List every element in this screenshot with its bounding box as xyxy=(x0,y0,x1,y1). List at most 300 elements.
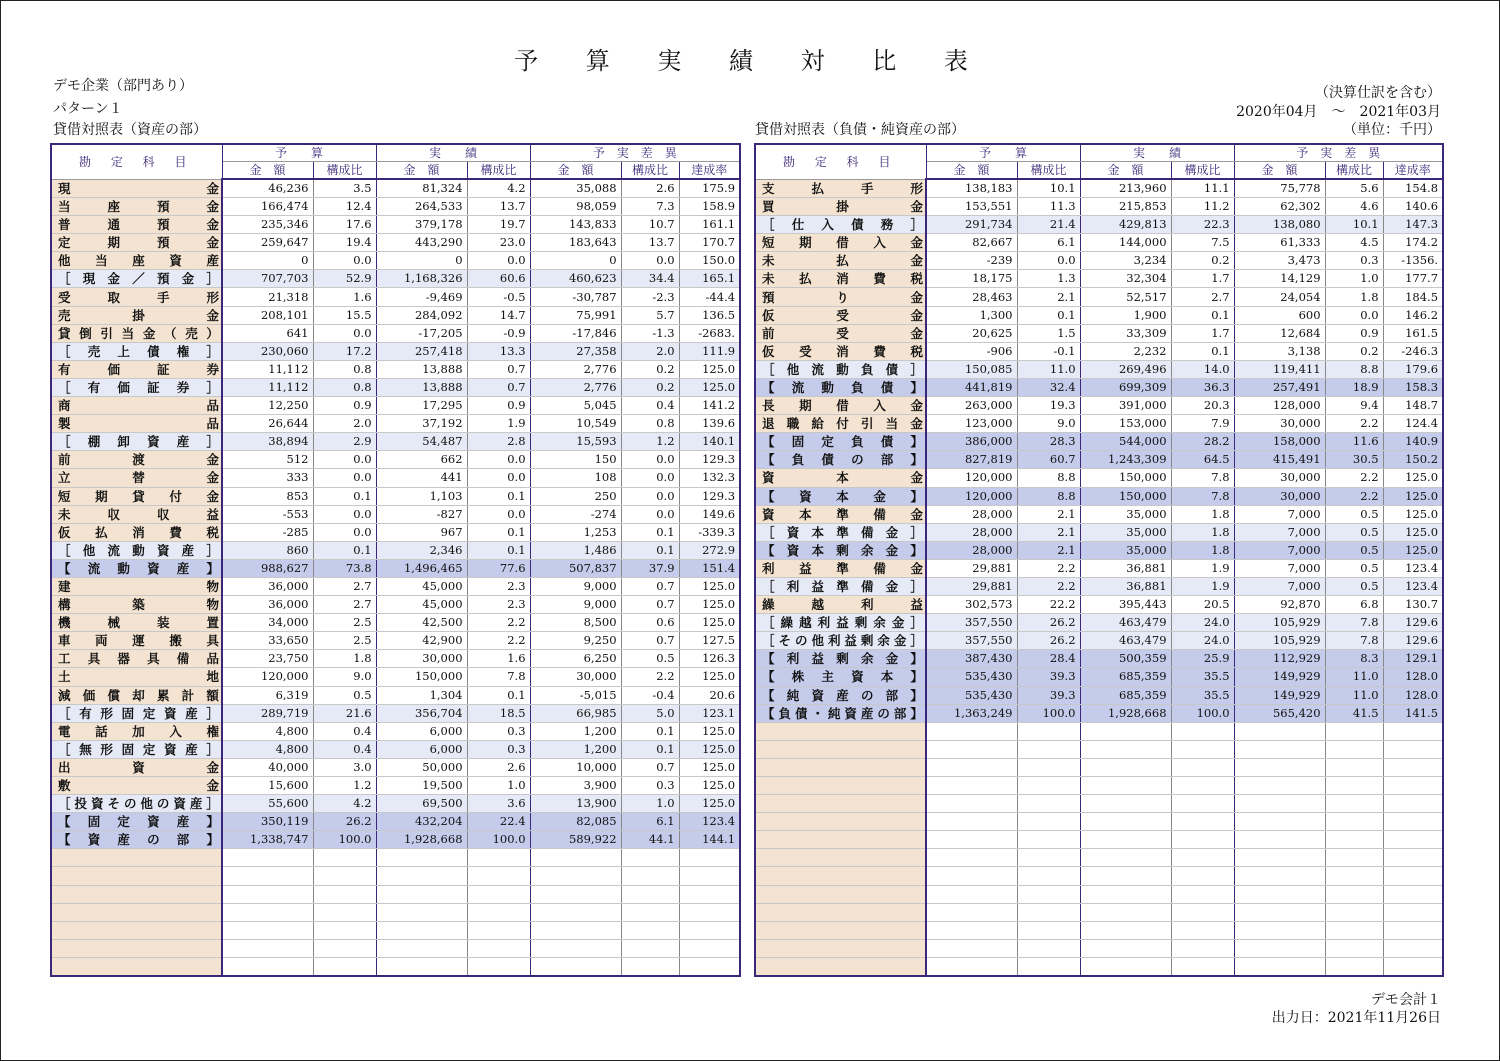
cell-dr: 0.7 xyxy=(621,632,679,650)
cell-ar: 0.7 xyxy=(467,378,530,396)
cell-b: 4,800 xyxy=(222,722,313,740)
cell-br: 0.0 xyxy=(313,523,376,541)
cell-d: 7,000 xyxy=(1234,559,1325,577)
cell-b: 333 xyxy=(222,469,313,487)
cell-ar: 7.5 xyxy=(1171,234,1234,252)
cell-ach: 125.0 xyxy=(679,596,740,614)
table-row xyxy=(51,179,740,198)
account-name xyxy=(51,921,222,939)
table-row xyxy=(755,397,1443,415)
account-name: ［ 仕 入 債 務 ］ xyxy=(755,216,926,234)
cell-d: 14,129 xyxy=(1234,270,1325,288)
cell-ar: 1.0 xyxy=(467,777,530,795)
table-row xyxy=(51,216,740,234)
cell-b: 853 xyxy=(222,487,313,505)
cell-ar: 60.6 xyxy=(467,270,530,288)
column-actual-ratio: 構成比 xyxy=(1171,162,1234,180)
cell-br: 0.5 xyxy=(313,686,376,704)
cell-ar: 0.3 xyxy=(467,740,530,758)
cell-dr: 9.4 xyxy=(1325,397,1383,415)
cell-a: 52,517 xyxy=(1080,288,1171,306)
cell-dr: 1.8 xyxy=(1325,288,1383,306)
column-budget: 予 算 xyxy=(222,144,376,162)
account-name: 商 品 xyxy=(51,397,222,415)
cell-ach xyxy=(1383,903,1443,921)
cell-d: 24,054 xyxy=(1234,288,1325,306)
cell-a: 1,304 xyxy=(376,686,467,704)
cell-dr: 0.0 xyxy=(621,469,679,487)
cell-d: 30,000 xyxy=(1234,469,1325,487)
cell-d xyxy=(530,903,621,921)
table-row xyxy=(755,650,1443,668)
cell-ach: 147.3 xyxy=(1383,216,1443,234)
cell-ach xyxy=(1383,813,1443,831)
cell-ach: 125.0 xyxy=(679,378,740,396)
account-name xyxy=(51,867,222,885)
cell-ar xyxy=(1171,831,1234,849)
cell-dr: 0.6 xyxy=(621,614,679,632)
table-row xyxy=(51,577,740,595)
cell-b xyxy=(926,795,1017,813)
cell-br: 3.0 xyxy=(313,758,376,776)
account-name: 工 具 器 具 備 品 xyxy=(51,650,222,668)
cell-ar: 64.5 xyxy=(1171,451,1234,469)
table-row xyxy=(755,306,1443,324)
cell-d: -5,015 xyxy=(530,686,621,704)
cell-ar xyxy=(1171,939,1234,957)
cell-d: 30,000 xyxy=(530,668,621,686)
cell-b: 138,183 xyxy=(926,179,1017,198)
cell-a: 1,103 xyxy=(376,487,467,505)
cell-dr: 0.1 xyxy=(621,523,679,541)
table-row xyxy=(755,198,1443,216)
cell-br: 28.3 xyxy=(1017,433,1080,451)
cell-br xyxy=(1017,867,1080,885)
cell-br: 22.2 xyxy=(1017,596,1080,614)
cell-a: 32,304 xyxy=(1080,270,1171,288)
cell-dr: 0.7 xyxy=(621,577,679,595)
cell-a: 662 xyxy=(376,451,467,469)
cell-ar xyxy=(1171,957,1234,975)
cell-d: 143,833 xyxy=(530,216,621,234)
account-name: 【 負 債 の 部 】 xyxy=(755,451,926,469)
cell-ach: 179.6 xyxy=(1383,360,1443,378)
cell-b xyxy=(926,740,1017,758)
cell-ar: 0.1 xyxy=(467,487,530,505)
table-row xyxy=(51,903,740,921)
cell-ar: 35.5 xyxy=(1171,686,1234,704)
cell-d: 600 xyxy=(1234,306,1325,324)
cell-d: 105,929 xyxy=(1234,632,1325,650)
cell-d: 30,000 xyxy=(1234,487,1325,505)
cell-dr: 18.9 xyxy=(1325,378,1383,396)
cell-d: 5,045 xyxy=(530,397,621,415)
period-range: 2020年04月 ～ 2021年03月 xyxy=(1236,104,1441,120)
cell-ar: 20.5 xyxy=(1171,596,1234,614)
cell-ar xyxy=(467,957,530,975)
account-name: 短 期 借 入 金 xyxy=(755,234,926,252)
cell-dr: 0.0 xyxy=(621,487,679,505)
cell-b: 1,338,747 xyxy=(222,831,313,849)
account-name: ［ 有 形 固 定 資 産 ］ xyxy=(51,704,222,722)
account-name: ［ 資 本 準 備 金 ］ xyxy=(755,523,926,541)
cell-ach xyxy=(679,939,740,957)
cell-a: 150,000 xyxy=(376,668,467,686)
cell-a: 1,168,326 xyxy=(376,270,467,288)
cell-b: 535,430 xyxy=(926,668,1017,686)
cell-d: 138,080 xyxy=(1234,216,1325,234)
account-name: 仮 受 消 費 税 xyxy=(755,342,926,360)
cell-dr: 0.5 xyxy=(1325,559,1383,577)
cell-ach: 141.5 xyxy=(1383,704,1443,722)
cell-dr: 11.0 xyxy=(1325,668,1383,686)
table-row xyxy=(755,740,1443,758)
cell-d: 13,900 xyxy=(530,795,621,813)
cell-ach: 128.0 xyxy=(1383,686,1443,704)
cell-br: 17.6 xyxy=(313,216,376,234)
cell-ach: 125.0 xyxy=(1383,523,1443,541)
cell-dr: 0.0 xyxy=(1325,306,1383,324)
account-name: 【 利 益 剰 余 金 】 xyxy=(755,650,926,668)
cell-a: 30,000 xyxy=(376,650,467,668)
cell-b: 11,112 xyxy=(222,378,313,396)
cell-a xyxy=(1080,813,1171,831)
cell-br xyxy=(1017,777,1080,795)
cell-br: 26.2 xyxy=(313,813,376,831)
cell-b xyxy=(926,758,1017,776)
cell-dr: 2.2 xyxy=(1325,469,1383,487)
cell-ar: 0.7 xyxy=(467,360,530,378)
cell-d: 92,870 xyxy=(1234,596,1325,614)
table-row xyxy=(755,686,1443,704)
cell-b: 120,000 xyxy=(926,487,1017,505)
cell-b xyxy=(926,849,1017,867)
cell-a: 213,960 xyxy=(1080,179,1171,198)
cell-dr: 13.7 xyxy=(621,234,679,252)
cell-b: 988,627 xyxy=(222,559,313,577)
cell-dr: 0.3 xyxy=(621,777,679,795)
cell-dr: 41.5 xyxy=(1325,704,1383,722)
cell-dr: 0.5 xyxy=(1325,523,1383,541)
cell-ach: 125.0 xyxy=(1383,505,1443,523)
cell-ach xyxy=(679,957,740,975)
account-name xyxy=(755,813,926,831)
cell-b: 11,112 xyxy=(222,360,313,378)
cell-br xyxy=(1017,849,1080,867)
cell-ar: 13.3 xyxy=(467,342,530,360)
cell-br: 8.8 xyxy=(1017,469,1080,487)
cell-br: 28.4 xyxy=(1017,650,1080,668)
cell-d: 150 xyxy=(530,451,621,469)
cell-ach: 123.4 xyxy=(679,813,740,831)
cell-br: 100.0 xyxy=(1017,704,1080,722)
cell-dr xyxy=(621,921,679,939)
cell-b xyxy=(926,903,1017,921)
table-row xyxy=(755,939,1443,957)
cell-dr: 0.2 xyxy=(621,378,679,396)
cell-ach: -44.4 xyxy=(679,288,740,306)
cell-dr: 7.8 xyxy=(1325,632,1383,650)
cell-d: 98,059 xyxy=(530,198,621,216)
cell-dr: 0.1 xyxy=(621,722,679,740)
cell-d xyxy=(1234,939,1325,957)
column-actual-amount: 金 額 xyxy=(376,162,467,180)
cell-ach xyxy=(1383,831,1443,849)
cell-br: 0.4 xyxy=(313,722,376,740)
cell-ar: 1.7 xyxy=(1171,324,1234,342)
table-row xyxy=(51,722,740,740)
account-name: 普 通 預 金 xyxy=(51,216,222,234)
table-row xyxy=(51,632,740,650)
cell-dr: 0.0 xyxy=(621,252,679,270)
cell-br xyxy=(1017,939,1080,957)
cell-ach: 129.3 xyxy=(679,451,740,469)
cell-dr: 0.1 xyxy=(621,541,679,559)
cell-ar: 1.7 xyxy=(1171,270,1234,288)
account-name: 構 築 物 xyxy=(51,596,222,614)
cell-b: 46,236 xyxy=(222,179,313,198)
cell-ar: 1.8 xyxy=(1171,505,1234,523)
cell-br: 2.7 xyxy=(313,577,376,595)
cell-a: 144,000 xyxy=(1080,234,1171,252)
cell-dr: 0.5 xyxy=(1325,577,1383,595)
account-name: 資 本 準 備 金 xyxy=(755,505,926,523)
cell-d xyxy=(1234,831,1325,849)
cell-a xyxy=(1080,885,1171,903)
cell-ach: 184.5 xyxy=(1383,288,1443,306)
cell-a: 699,309 xyxy=(1080,378,1171,396)
cell-br: 9.0 xyxy=(1017,415,1080,433)
cell-ar: 0.1 xyxy=(1171,342,1234,360)
cell-dr: 0.0 xyxy=(621,451,679,469)
cell-br: 0.8 xyxy=(313,378,376,396)
cell-a: 37,192 xyxy=(376,415,467,433)
cell-br: 52.9 xyxy=(313,270,376,288)
cell-d: 1,200 xyxy=(530,740,621,758)
table-row xyxy=(51,415,740,433)
cell-br: 0.4 xyxy=(313,740,376,758)
cell-a: 17,295 xyxy=(376,397,467,415)
cell-a: 35,000 xyxy=(1080,523,1171,541)
cell-b: -553 xyxy=(222,505,313,523)
cell-br: 2.5 xyxy=(313,632,376,650)
cell-dr: 6.8 xyxy=(1325,596,1383,614)
account-name: ［ そ の 他 利 益 剰 余 金 ］ xyxy=(755,632,926,650)
cell-br xyxy=(313,957,376,975)
cell-d: 7,000 xyxy=(1234,541,1325,559)
cell-d: 0 xyxy=(530,252,621,270)
cell-dr: 5.6 xyxy=(1325,179,1383,198)
cell-dr: 7.3 xyxy=(621,198,679,216)
cell-br xyxy=(1017,813,1080,831)
cell-d: 15,593 xyxy=(530,433,621,451)
cell-ach: 175.9 xyxy=(679,179,740,198)
cell-a: 395,443 xyxy=(1080,596,1171,614)
cell-b xyxy=(222,885,313,903)
cell-a xyxy=(1080,777,1171,795)
cell-d xyxy=(1234,903,1325,921)
account-name xyxy=(51,903,222,921)
cell-ar: 1.8 xyxy=(1171,541,1234,559)
account-name: 退 職 給 付 引 当 金 xyxy=(755,415,926,433)
column-variance-amount: 金 額 xyxy=(530,162,621,180)
cell-d: 62,302 xyxy=(1234,198,1325,216)
cell-a xyxy=(376,885,467,903)
account-name: 当 座 預 金 xyxy=(51,198,222,216)
cell-ach: 129.1 xyxy=(1383,650,1443,668)
cell-b xyxy=(926,813,1017,831)
cell-ar xyxy=(467,885,530,903)
cell-a xyxy=(1080,849,1171,867)
cell-dr xyxy=(1325,939,1383,957)
cell-a: 33,309 xyxy=(1080,324,1171,342)
cell-b: 166,474 xyxy=(222,198,313,216)
cell-dr: 2.2 xyxy=(1325,487,1383,505)
cell-ar: 0.0 xyxy=(467,505,530,523)
system-name: デモ会計１ xyxy=(1371,992,1441,1008)
cell-ach xyxy=(1383,885,1443,903)
cell-br xyxy=(313,885,376,903)
cell-dr: 0.7 xyxy=(621,758,679,776)
cell-br: 0.1 xyxy=(1017,306,1080,324)
cell-dr xyxy=(1325,831,1383,849)
cell-ar: 1.9 xyxy=(467,415,530,433)
table-row xyxy=(755,596,1443,614)
cell-a: 1,928,668 xyxy=(1080,704,1171,722)
table-row xyxy=(51,306,740,324)
cell-dr xyxy=(1325,885,1383,903)
cell-b: 208,101 xyxy=(222,306,313,324)
account-name: ［ 投 資 そ の 他 の 資 産 ］ xyxy=(51,795,222,813)
account-name: 機 械 装 置 xyxy=(51,614,222,632)
table-row xyxy=(755,722,1443,740)
account-name: 買 掛 金 xyxy=(755,198,926,216)
cell-ach: 177.7 xyxy=(1383,270,1443,288)
cell-b: 123,000 xyxy=(926,415,1017,433)
cell-ar: 0.1 xyxy=(467,541,530,559)
cell-b xyxy=(926,722,1017,740)
cell-br: 39.3 xyxy=(1017,686,1080,704)
account-name: ［ 現 金 ／ 預 金 ］ xyxy=(51,270,222,288)
cell-ar: 4.2 xyxy=(467,179,530,198)
column-variance: 予 実 差 異 xyxy=(1234,144,1443,162)
cell-br: 2.1 xyxy=(1017,505,1080,523)
cell-ar: -0.9 xyxy=(467,324,530,342)
cell-br: 2.1 xyxy=(1017,288,1080,306)
account-name: 長 期 借 入 金 xyxy=(755,397,926,415)
table-row xyxy=(51,378,740,396)
cell-b: 302,573 xyxy=(926,596,1017,614)
cell-b: 512 xyxy=(222,451,313,469)
table-row xyxy=(755,433,1443,451)
cell-d: 6,250 xyxy=(530,650,621,668)
cell-dr: 30.5 xyxy=(1325,451,1383,469)
cell-ar: 14.7 xyxy=(467,306,530,324)
cell-dr xyxy=(621,903,679,921)
cell-br: 2.2 xyxy=(1017,577,1080,595)
account-name: 【 株 主 資 本 】 xyxy=(755,668,926,686)
account-name: 前 受 金 xyxy=(755,324,926,342)
cell-dr: 10.1 xyxy=(1325,216,1383,234)
cell-d xyxy=(1234,921,1325,939)
account-name: ［ 他 流 動 負 債 ］ xyxy=(755,360,926,378)
cell-br: 0.0 xyxy=(313,469,376,487)
account-name: 他 当 座 資 産 xyxy=(51,252,222,270)
account-name xyxy=(755,795,926,813)
account-name: 未 収 収 益 xyxy=(51,505,222,523)
cell-a xyxy=(1080,795,1171,813)
cell-d: 149,929 xyxy=(1234,686,1325,704)
column-account: 勘 定 科 目 xyxy=(755,144,926,179)
cell-dr xyxy=(621,939,679,957)
cell-br xyxy=(1017,903,1080,921)
cell-a: 441 xyxy=(376,469,467,487)
account-name: 仮 払 消 費 税 xyxy=(51,523,222,541)
cell-dr xyxy=(1325,903,1383,921)
cell-b: 26,644 xyxy=(222,415,313,433)
account-name xyxy=(755,722,926,740)
table-row xyxy=(51,650,740,668)
cell-d xyxy=(1234,867,1325,885)
table-row xyxy=(51,397,740,415)
cell-b: 357,550 xyxy=(926,632,1017,650)
table-row xyxy=(755,415,1443,433)
cell-ar: 2.8 xyxy=(467,433,530,451)
cell-d: 3,900 xyxy=(530,777,621,795)
cell-ar: -0.5 xyxy=(467,288,530,306)
cell-b: 33,650 xyxy=(222,632,313,650)
cell-ach: 139.6 xyxy=(679,415,740,433)
account-name: 未 払 金 xyxy=(755,252,926,270)
table-row xyxy=(755,179,1443,198)
account-name: 現 金 xyxy=(51,179,222,198)
cell-ach: 123.4 xyxy=(1383,577,1443,595)
cell-dr: -2.3 xyxy=(621,288,679,306)
table-row xyxy=(51,324,740,342)
cell-b: 535,430 xyxy=(926,686,1017,704)
cell-d: 149,929 xyxy=(1234,668,1325,686)
cell-br: 4.2 xyxy=(313,795,376,813)
cell-d xyxy=(1234,849,1325,867)
cell-d: 9,000 xyxy=(530,577,621,595)
table-row xyxy=(51,813,740,831)
cell-d xyxy=(1234,957,1325,975)
cell-dr xyxy=(1325,740,1383,758)
account-name: ［ 有 価 証 券 ］ xyxy=(51,378,222,396)
cell-d xyxy=(530,849,621,867)
cell-br: 1.2 xyxy=(313,777,376,795)
table-row xyxy=(755,451,1443,469)
cell-ar xyxy=(1171,777,1234,795)
cell-b: 860 xyxy=(222,541,313,559)
cell-d: 589,922 xyxy=(530,831,621,849)
cell-dr xyxy=(1325,758,1383,776)
cell-ar: 77.6 xyxy=(467,559,530,577)
cell-dr: 0.5 xyxy=(1325,541,1383,559)
account-name: 資 本 金 xyxy=(755,469,926,487)
cell-a: 2,232 xyxy=(1080,342,1171,360)
cell-ach: 129.3 xyxy=(679,487,740,505)
cell-b: 387,430 xyxy=(926,650,1017,668)
cell-dr: 11.6 xyxy=(1325,433,1383,451)
cell-ar xyxy=(1171,813,1234,831)
cell-a: 35,000 xyxy=(1080,541,1171,559)
cell-dr: 0.4 xyxy=(621,397,679,415)
account-name xyxy=(755,831,926,849)
cell-ach xyxy=(1383,867,1443,885)
table-row xyxy=(755,252,1443,270)
cell-ach xyxy=(1383,795,1443,813)
